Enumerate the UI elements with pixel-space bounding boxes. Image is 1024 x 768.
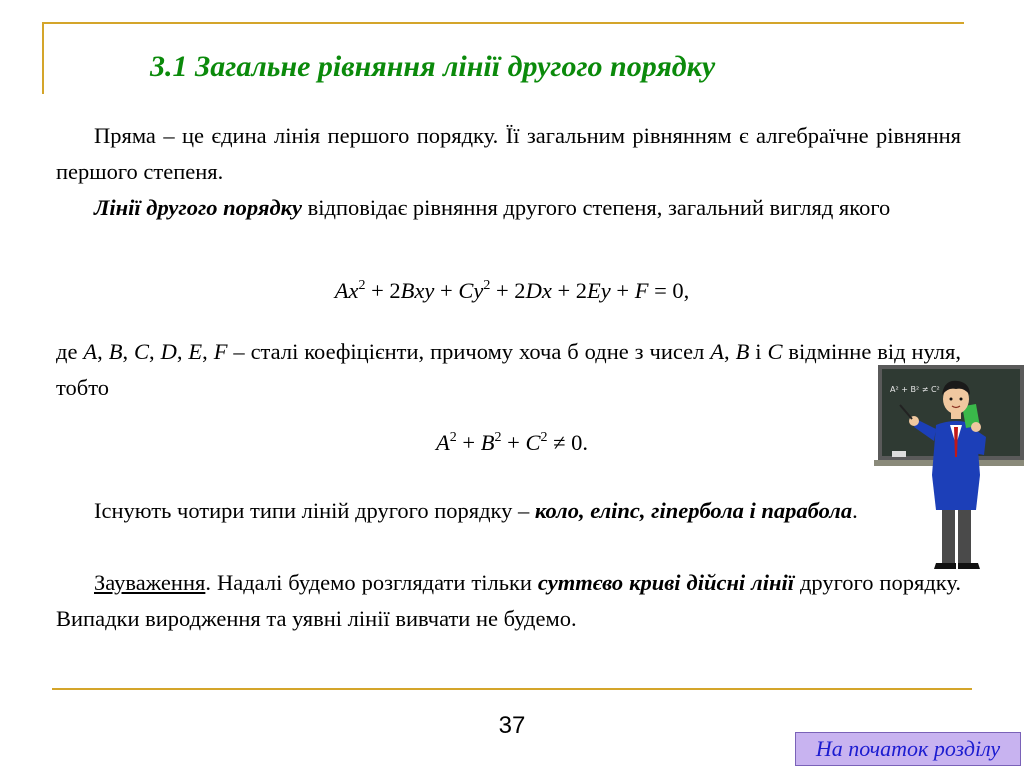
teacher-illustration <box>872 365 1024 575</box>
board-formula: A² + B² ≠ C² <box>890 385 940 394</box>
paragraph-second-order <box>56 190 961 226</box>
paragraph-curve-types: Існують чотири типи ліній другого порядку – коло, еліпс, гіпербола і парабола. <box>94 498 858 523</box>
remark-label: Зауваження <box>94 570 206 595</box>
curve-types: коло, еліпс, гіпербола і парабола <box>534 498 853 523</box>
paragraph-text: Пряма – це єдина лінія першого порядку. Її загальним рівнянням є алгебраїчне рівняння першого степеня. <box>56 123 961 184</box>
back-to-section-start-button[interactable]: На початок розділу <box>795 732 1021 766</box>
frame-top-line <box>42 22 964 24</box>
general-equation: $Ax^2 + 2Bxy + Cy^2 + 2Dx + 2Ey + F = 0$, <box>334 278 690 303</box>
frame-bottom-line <box>52 688 972 690</box>
slide-title: 3.1 Загальне рівняння лінії другого порядку <box>150 50 716 83</box>
frame-left-line <box>42 22 44 94</box>
paragraph-remark: Зауваження. Надалі будемо розглядати тільки суттєво криві дійсні лінії другого порядку. Випадки виродження та уявні лінії вивчати не будемо. <box>56 570 961 631</box>
nonzero-condition: $A^2 + B^2 + C^2 \ne 0$. <box>436 430 588 455</box>
essential-curves-term: суттєво криві дійсні лінії <box>537 570 794 595</box>
paragraph-line-definition <box>56 118 961 190</box>
paragraph-coefficients: де A, B, C, D, E, F – сталі коефіцієнти, причому хоча б одне з чисел A, B і C відмінне від нуля, тобто <box>56 339 961 400</box>
page-number: 37 <box>498 712 526 739</box>
paragraph-text: відповідає рівняння другого степеня, загальний вигляд якого <box>302 195 891 220</box>
term-second-order-lines: Лінії другого порядку <box>94 195 303 220</box>
